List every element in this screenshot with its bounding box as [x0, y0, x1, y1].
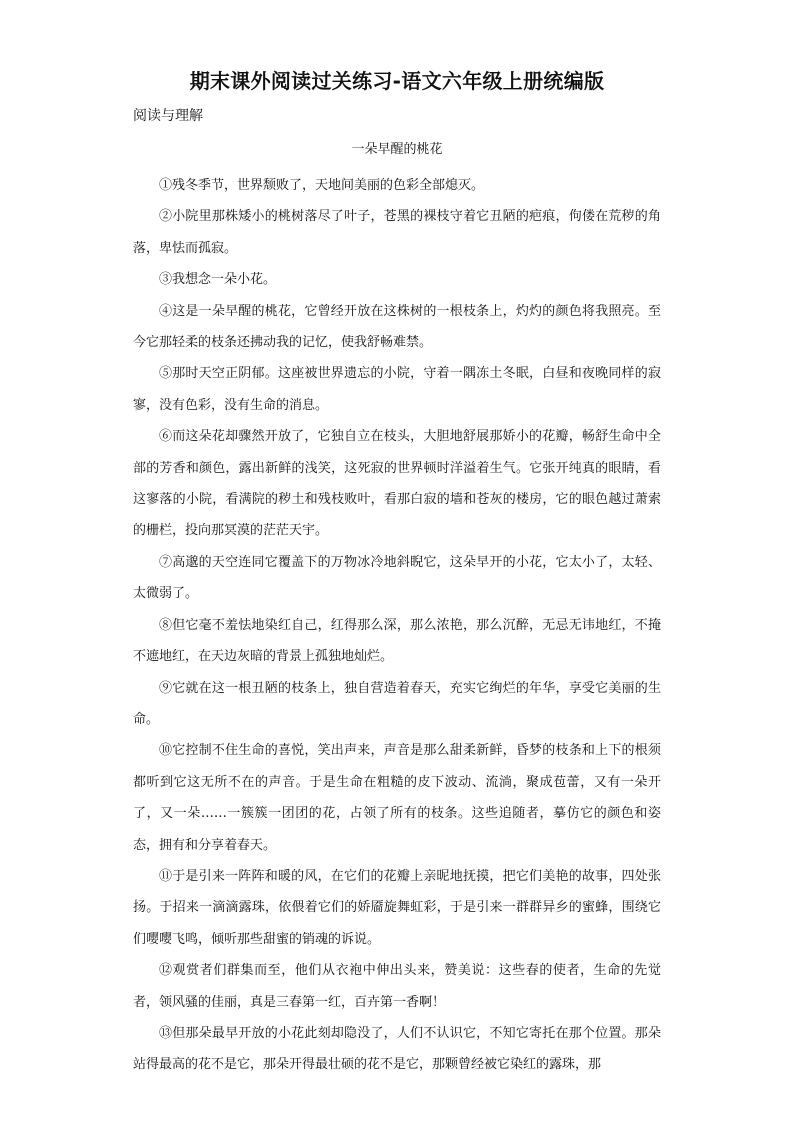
- paragraph: ⑬但那朵最早开放的小花此刻却隐没了，人们不认识它，不知它寄托在那个位置。那朵站得最高的花不是它，那朵开得最壮硕的花不是它，那颗曾经被它染红的露珠，那: [133, 1025, 661, 1073]
- article-body: [133, 170, 661, 1081]
- paragraph: ⑩它控制不住生命的喜悦，笑出声来，声音是那么甜柔新鲜，昏梦的枝条和上下的根须都听到它这无所不在的声音。于是生命在粗糙的皮下波动、流淌，聚成苞蕾，又有一朵开了，又一朵……一簇簇一团团的花，占领了所有的枝条。这些追随者，摹仿它的颜色和姿态，拥有和分享着春天。: [133, 743, 661, 853]
- document-title: 期末课外阅读过关练习-语文六年级上册统编版: [189, 69, 605, 93]
- paragraph: ⑨它就在这一根丑陋的枝条上，独自营造着春天，充实它绚烂的年华，享受它美丽的生命。: [133, 680, 661, 727]
- paragraph: ⑦高邈的天空连同它覆盖下的万物冰冷地斜睨它，这朵早开的小花，它太小了，太轻、太微弱了。: [133, 554, 661, 602]
- paragraph: ⑪于是引来一阵阵和暖的风，在它们的花瓣上亲昵地抚摸，把它们美艳的故事，四处张扬。于招来一滴滴露珠，依偎着它们的娇靥旋舞虹彩，于是引来一群群异乡的蜜蜂，围绕它们嘤嘤飞鸣，倾听那些甜蜜的销魂的诉说。: [133, 868, 661, 947]
- paragraph: ⑫观赏者们群集而至，他们从衣袍中伸出头来，赞美说：这些春的使者，生命的先觉者，领风骚的佳丽，真是三春第一红，百卉第一香啊！: [133, 963, 661, 1010]
- article-title: 一朵早醒的桃花: [351, 142, 443, 157]
- section-label: 阅读与理解: [133, 108, 203, 124]
- paragraph: ⑤那时天空正阴郁。这座被世界遗忘的小院，守着一隅冻土冬眠，白昼和夜晚同样的寂寥，没有色彩，没有生命的消息。: [133, 366, 661, 413]
- paragraph: ⑧但它毫不羞怯地染红自己，红得那么深，那么浓艳，那么沉醉，无忌无讳地红，不掩不遮地红，在天边灰暗的背景上孤独地灿烂。: [133, 617, 661, 665]
- paragraph: ②小院里那株矮小的桃树落尽了叶子，苍黑的裸枝守着它丑陋的疤痕，佝偻在荒秽的角落，卑怯而孤寂。: [133, 209, 661, 256]
- paragraph: ①残冬季节，世界颓败了，天地间美丽的色彩全部熄灭。: [159, 178, 485, 193]
- paragraph: ⑥而这朵花却骤然开放了，它独自立在枝头，大胆地舒展那娇小的花瓣，畅舒生命中全部的芳香和颜色，露出新鲜的浅笑，这死寂的世界顿时洋溢着生气。它张开纯真的眼睛，看这寥落的小院，看满院的秽土和残枝败叶，看那白寂的墙和苍灰的楼房，它的眼色越过萧索的栅栏，投向那冥漠的茫茫天宇。: [133, 429, 661, 539]
- paragraph: ④这是一朵早醒的桃花，它曾经开放在这株树的一根枝条上，灼灼的颜色将我照亮。至今它那轻柔的枝条还拂动我的记忆，使我舒畅难禁。: [133, 303, 661, 351]
- paragraph: ③我想念一朵小花。: [159, 272, 277, 288]
